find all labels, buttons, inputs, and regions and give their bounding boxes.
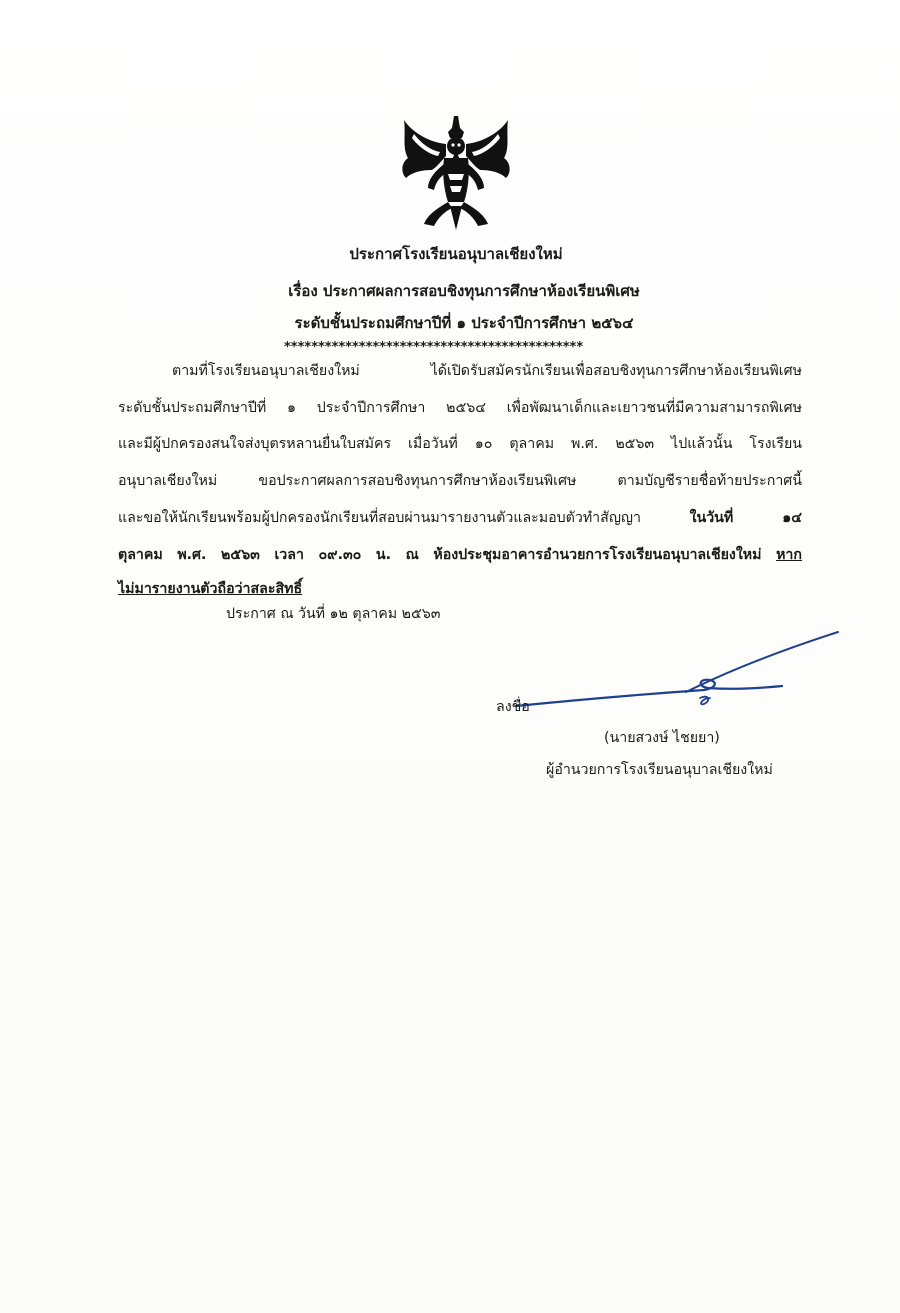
header-subject: เรื่อง ประกาศผลการสอบชิงทุนการศึกษาห้องเรียนพิเศษ [288, 282, 640, 300]
announce-date: ประกาศ ณ วันที่ ๑๒ ตุลาคม ๒๕๖๓ [226, 606, 441, 622]
header-issuer: ประกาศโรงเรียนอนุบาลเชียงใหม่ [349, 245, 563, 263]
body-line-1: ตามที่โรงเรียนอนุบาลเชียงใหม่ ได้เปิดรับสมัครนักเรียนเพื่อสอบชิงทุนการศึกษาห้องเรียนพิเศษ [172, 363, 802, 379]
header-level: ระดับชั้นประถมศึกษาปีที่ ๑ ประจำปีการศึกษา ๒๕๖๔ [294, 314, 634, 332]
report-date-text: ในวันที่ ๑๔ [689, 510, 803, 526]
body-line-7 [118, 579, 802, 599]
body-line-4: อนุบาลเชียงใหม่ ขอประกาศผลการสอบชิงทุนการศึกษาห้องเรียนพิเศษ ตามบัญชีรายชื่อท้ายประกาศนี้ [118, 473, 802, 489]
signature-label: ลงชื่อ [496, 699, 530, 715]
forfeit-notice-start: หาก [776, 547, 802, 563]
body-line-5 [118, 508, 802, 528]
body-line-5-text: และขอให้นักเรียนพร้อมผู้ปกครองนักเรียนที่สอบผ่านมารายงานตัวและมอบตัวทำสัญญา [118, 510, 690, 526]
body-line-2: ระดับชั้นประถมศึกษาปีที่ ๑ ประจำปีการศึกษา ๒๕๖๔ เพื่อพัฒนาเด็กและเยาวชนที่มีความสามารถพิเศษ [118, 400, 802, 416]
header-divider: ******************************************** [284, 340, 584, 355]
handwritten-signature [486, 628, 846, 718]
report-time-place-text: ตุลาคม พ.ศ. ๒๕๖๓ เวลา ๐๙.๓๐ น. ณ ห้องประชุมอาคารอำนวยการโรงเรียนอนุบาลเชียงใหม่ [118, 547, 777, 563]
forfeit-notice-end: ไม่มารายงานตัวถือว่าสละสิทธิ์ [118, 581, 303, 597]
garuda-emblem [398, 114, 514, 232]
body-line-3: และมีผู้ปกครองสนใจส่งบุตรหลานยื่นใบสมัคร เมื่อวันที่ ๑๐ ตุลาคม พ.ศ. ๒๕๖๓ ไปแล้วนั้น โรงเรียน [118, 436, 802, 452]
body-line-6 [118, 545, 802, 565]
signer-name: (นายสวงษ์ ไชยยา) [604, 730, 720, 746]
signer-position: ผู้อำนวยการโรงเรียนอนุบาลเชียงใหม่ [546, 762, 773, 778]
